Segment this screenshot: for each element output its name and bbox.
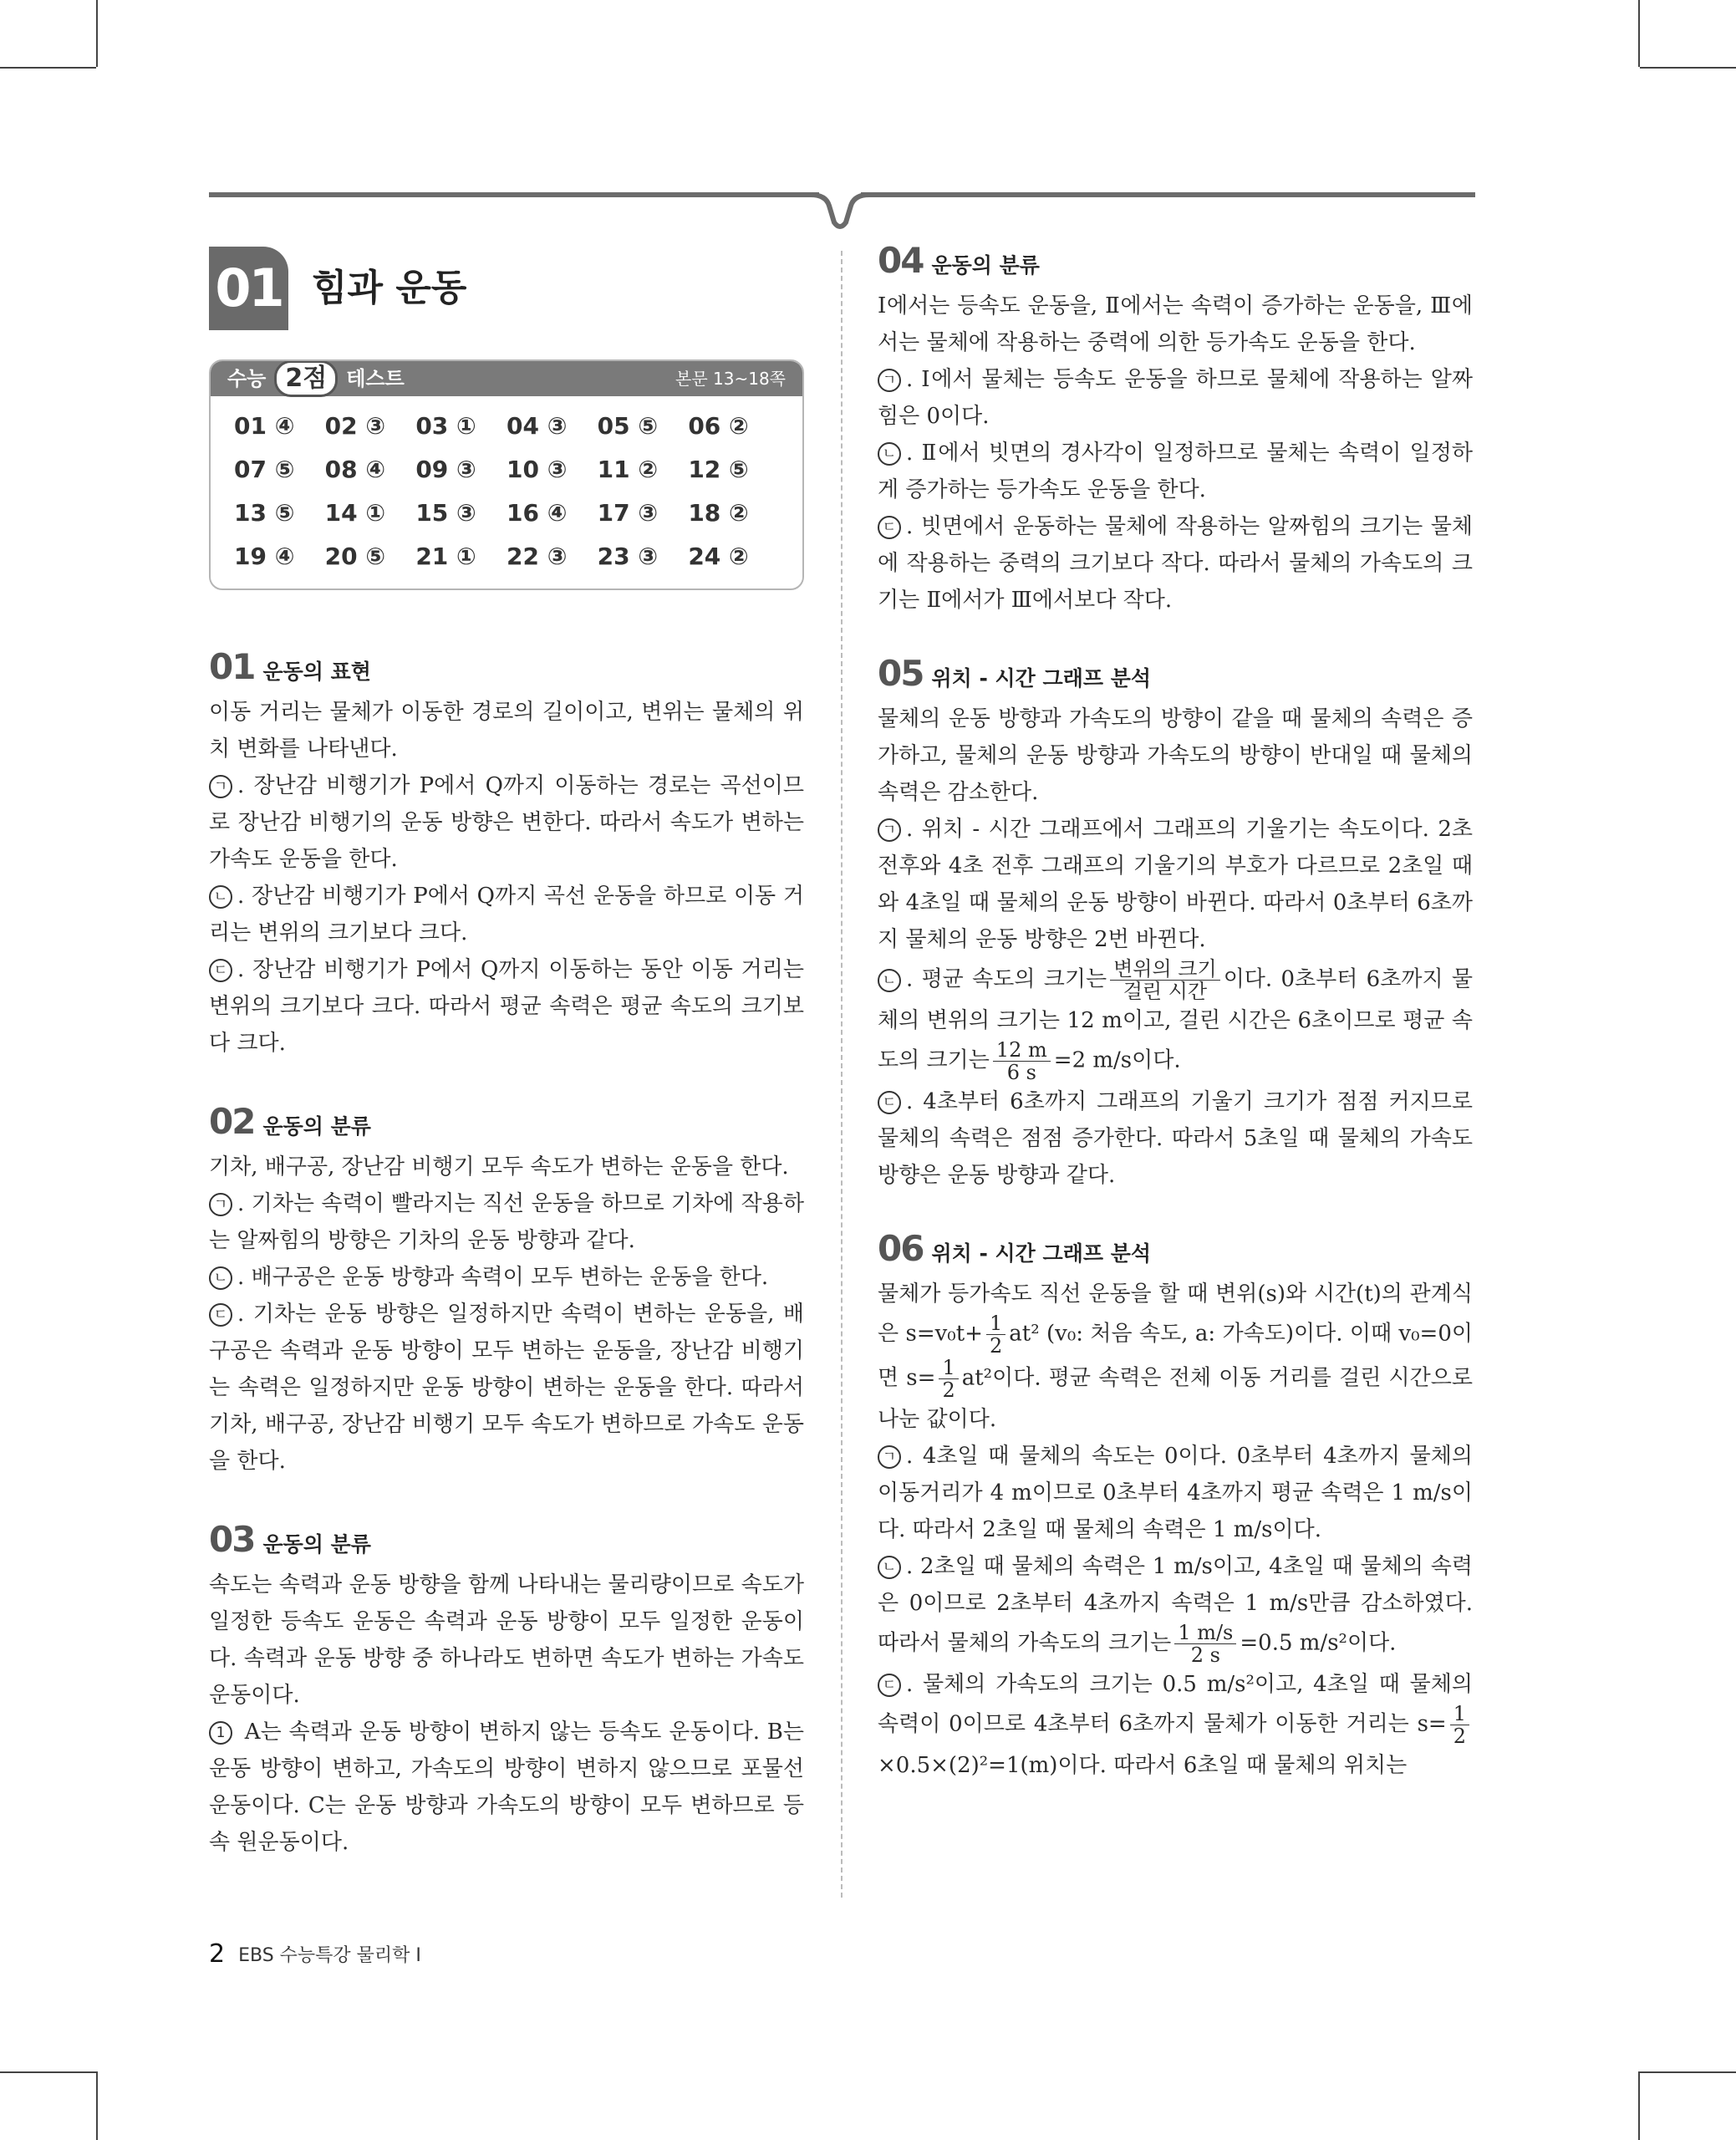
section-header [878,1230,1473,1272]
body-text: at²이다. 평균 속력은 전체 이동 거리를 걸린 시간으로 나눈 값이다. [878,1365,1473,1432]
section-header [209,1103,804,1145]
fraction [1450,1703,1469,1747]
fraction [1174,1622,1236,1666]
section-title: 위치 - 시간 그래프 분석 [931,666,1151,690]
answer-key-label-pre: 수능 [227,367,267,390]
answer-item: 23 ③ [597,543,659,570]
choice-mark: ㄷ [878,516,901,539]
section-body [878,288,1473,619]
solution-section [878,1230,1473,1784]
body-text: 기차, 배구공, 장난감 비행기 모두 속도가 변하는 운동을 한다. [209,1154,789,1180]
crop-mark [96,0,98,67]
answer-key-page-ref: 본문 13~18쪽 [675,369,786,389]
answer-item: 15 ③ [415,499,476,527]
fraction [939,1357,958,1401]
fraction-numerator: 12 m [993,1039,1051,1062]
answer-item: 09 ③ [415,456,476,483]
section-title: 운동의 표현 [262,660,371,684]
body-text: 물체가 등가속도 직선 운동을 할 때 변위(s)와 시간(t)의 관계식은 s=v₀t+ [878,1281,1473,1347]
fraction-numerator: 1 [939,1357,958,1379]
choice-mark: ㄴ [878,1556,901,1579]
choice-mark: ㄷ [209,959,232,982]
answer-item: 21 ① [415,543,476,570]
answer-item: 22 ③ [506,543,568,570]
body-text: . 기차는 속력이 빨라지는 직선 운동을 하므로 기차에 작용하는 알짜힘의 방향은 기차의 운동 방향과 같다. [209,1191,804,1253]
left-column [209,242,804,1861]
crop-mark [0,2071,96,2073]
body-text: 물체의 운동 방향과 가속도의 방향이 같을 때 물체의 속력은 증가하고, 물체의 운동 방향과 가속도의 방향이 반대일 때 물체의 속력은 감소한다. [878,706,1473,805]
crop-mark [1640,2071,1736,2073]
choice-mark: ㄴ [209,885,232,909]
answer-item: 14 ① [324,499,386,527]
section-body [209,694,804,1062]
fraction-denominator: 걸린 시간 [1123,980,1208,1003]
body-text: . 2초일 때 물체의 속력은 1 m/s이고, 4초일 때 물체의 속력은 0이므로 2초부터 4초까지 속력은 1 m/s만큼 감소하였다. 따라서 물체의 가속도의 크기는 [878,1554,1473,1656]
top-rule-notch [811,189,869,231]
solution-section [878,655,1473,1194]
crop-mark [96,2071,98,2140]
choice-mark: ㄷ [878,1091,901,1114]
choice-mark: ㄷ [878,1674,901,1697]
body-text: . 위치 - 시간 그래프에서 그래프의 기울기는 속도이다. 2초 전후와 4초 전후 그래프의 기울기의 부호가 다르므로 2초일 때와 4초일 때 물체의 운동 방향이 바뀐다. 따라서 0초부터 6초까지 물체의 운동 방향은 2번 바뀐다. [878,817,1473,952]
choice-mark: ㄴ [209,1266,232,1290]
answer-item: 18 ② [688,499,749,527]
page-footer [209,1939,421,1969]
answer-item: 16 ④ [506,499,568,527]
chapter-header [209,242,804,334]
body-text: . Ⅱ에서 빗면의 경사각이 일정하므로 물체는 속력이 일정하게 증가하는 등가속도 운동을 한다. [878,441,1473,502]
body-text: =2 m/s이다. [1053,1047,1181,1073]
crop-mark [0,67,96,69]
top-rule-right [861,192,1475,197]
chapter-title: 힘과 운동 [312,267,467,309]
answer-key-label-post: 테스트 [346,367,405,390]
body-text: ×0.5×(2)²=1(m)이다. 따라서 6초일 때 물체의 위치는 [878,1753,1408,1778]
section-body [209,1149,804,1480]
choice-mark: ㄱ [878,1445,901,1469]
body-text: . 장난감 비행기가 P에서 Q까지 곡선 운동을 하므로 이동 거리는 변위의 크기보다 크다. [209,884,804,945]
answer-item: 05 ⑤ [597,412,659,440]
answer-item: 04 ③ [506,412,568,440]
fraction-numerator: 변위의 크기 [1110,958,1220,981]
answer-item: 03 ① [415,412,476,440]
choice-mark: ㄷ [209,1303,232,1327]
section-title: 운동의 분류 [931,253,1040,278]
body-text: . 물체의 가속도의 크기는 0.5 m/s²이고, 4초일 때 물체의 속력이 0이므로 4초부터 6초까지 물체가 이동한 거리는 s= [878,1672,1473,1737]
answer-item: 02 ③ [324,412,386,440]
body-text: . 평균 속도의 크기는 [906,966,1107,992]
body-text: . 기차는 운동 방향은 일정하지만 속력이 변하는 운동을, 배구공은 속력과 운동 방향이 모두 변하는 운동을, 장난감 비행기는 속력은 일정하지만 운동 방향이 변하는 운동을 한다. 따라서 기차, 배구공, 장난감 비행기 모두 속도가 변하므로 가속도 운동을 한다. [209,1302,804,1474]
fraction-denominator: 6 s [1006,1061,1036,1084]
fraction [1110,958,1220,1002]
choice-mark: ㄱ [209,1193,232,1216]
book-title: EBS 수능특강 물리학 Ⅰ [238,1945,421,1966]
answer-item: 10 ③ [506,456,568,483]
section-header [209,1521,804,1563]
fraction-denominator: 2 [989,1334,1003,1358]
answer-item: 11 ② [597,456,659,483]
answer-key-label-two: 2점 [274,360,338,397]
choice-mark: ㄴ [878,969,901,992]
answer-key-header [211,361,802,396]
body-text: . Ⅰ에서 물체는 등속도 운동을 하므로 물체에 작용하는 알짜힘은 0이다. [878,367,1473,429]
answer-item: 13 ⑤ [234,499,295,527]
answer-item: 08 ④ [324,456,386,483]
fraction-numerator: 1 [1450,1703,1469,1725]
answer-item: 01 ④ [234,412,295,440]
solution-section [209,646,804,1062]
solution-section [878,242,1473,619]
section-number: 02 [209,1101,255,1142]
answer-item: 24 ② [688,543,749,570]
section-body [209,1567,804,1861]
fraction [986,1312,1005,1357]
body-text: =0.5 m/s²이다. [1240,1630,1397,1656]
section-header [209,646,804,690]
fraction-denominator: 2 [942,1378,955,1402]
choice-mark: ㄱ [878,369,901,392]
crop-mark [1640,67,1736,69]
page-number: 2 [209,1939,226,1969]
body-text: . 빗면에서 운동하는 물체에 작용하는 알짜힘의 크기는 물체에 작용하는 중력의 크기보다 작다. 따라서 물체의 가속도의 크기는 Ⅱ에서가 Ⅲ에서보다 작다. [878,514,1473,613]
section-title: 위치 - 시간 그래프 분석 [931,1241,1151,1266]
solution-section [209,1103,804,1480]
solution-section [209,1521,804,1861]
section-title: 운동의 분류 [262,1532,371,1557]
choice-mark: ㄴ [878,442,901,466]
answer-key-grid [211,396,802,588]
section-body [878,1276,1473,1784]
fraction-numerator: 1 [986,1312,1005,1335]
top-rule-left [209,192,819,197]
section-number: 05 [878,653,924,694]
body-text: . 장난감 비행기가 P에서 Q까지 이동하는 동안 이동 거리는 변위의 크기보다 크다. 따라서 평균 속력은 평균 속도의 크기보다 크다. [209,957,804,1056]
answer-item: 20 ⑤ [324,543,386,570]
body-text: . 장난감 비행기가 P에서 Q까지 이동하는 경로는 곡선이므로 장난감 비행기의 운동 방향은 변한다. 따라서 속도가 변하는 가속도 운동을 한다. [209,773,804,872]
section-header [878,242,1473,284]
choice-mark: ㄱ [878,818,901,842]
crop-mark [1638,0,1640,67]
section-number: 04 [878,240,924,281]
body-text: . 4초부터 6초까지 그래프의 기울기 크기가 점점 커지므로 물체의 속력은 점점 증가한다. 따라서 5초일 때 물체의 가속도 방향은 운동 방향과 같다. [878,1089,1473,1188]
section-title: 운동의 분류 [262,1114,371,1139]
answer-item: 19 ④ [234,543,295,570]
body-text: at² (v₀: 처음 속도, a: 가속도)이다. 이때 v₀=0이면 s= [878,1321,1473,1391]
section-number: 01 [209,646,255,687]
section-number: 03 [209,1519,255,1560]
choice-mark: ㄱ [209,775,232,798]
fraction [993,1039,1051,1083]
chapter-number: 01 [209,247,288,330]
body-text: 이동 거리는 물체가 이동한 경로의 길이이고, 변위는 물체의 위치 변화를 나타낸다. [209,700,804,762]
body-text: 속도는 속력과 운동 방향을 함께 나타내는 물리량이므로 속도가 일정한 등속도 운동은 속력과 운동 방향이 모두 일정한 운동이다. 속력과 운동 방향 중 하나라도 변하면 속도가 변하는 가속도 운동이다. [209,1572,804,1708]
body-text: . 4초일 때 물체의 속도는 0이다. 0초부터 4초까지 물체의 이동거리가 4 m이므로 0초부터 4초까지 평균 속력은 1 m/s이다. 따라서 2초일 때 물체의 속력은 1 m/s이다. [878,1444,1473,1542]
section-number: 06 [878,1228,924,1269]
section-header [878,655,1473,697]
body-text: Ⅰ에서는 등속도 운동을, Ⅱ에서는 속력이 증가하는 운동을, Ⅲ에서는 물체에 작용하는 중력에 의한 등가속도 운동을 한다. [878,293,1473,355]
column-divider [841,251,843,1898]
crop-mark [1638,2071,1640,2140]
answer-item: 17 ③ [597,499,659,527]
answer-item: 07 ⑤ [234,456,295,483]
fraction-denominator: 2 [1453,1725,1466,1748]
body-text: . 배구공은 운동 방향과 속력이 모두 변하는 운동을 한다. [237,1265,769,1290]
body-text: A는 속력과 운동 방향이 변하지 않는 등속도 운동이다. B는 운동 방향이 변하고, 가속도의 방향이 변하지 않으므로 포물선 운동이다. C는 운동 방향과 가속도의 방향이 모두 변하므로 등속 원운동이다. [209,1720,804,1855]
answer-key-box [209,359,804,590]
answer-item: 12 ⑤ [688,456,749,483]
fraction-denominator: 2 s [1190,1643,1220,1667]
fraction-numerator: 1 m/s [1174,1622,1236,1644]
body-text: 이다. 0초부터 6초까지 물체의 변위의 크기는 12 m이고, 걸린 시간은 6초이므로 평균 속도의 크기는 [878,966,1473,1073]
right-column [878,242,1473,1784]
choice-mark: 1 [209,1721,232,1745]
section-body [878,701,1473,1194]
answer-item: 06 ② [688,412,749,440]
